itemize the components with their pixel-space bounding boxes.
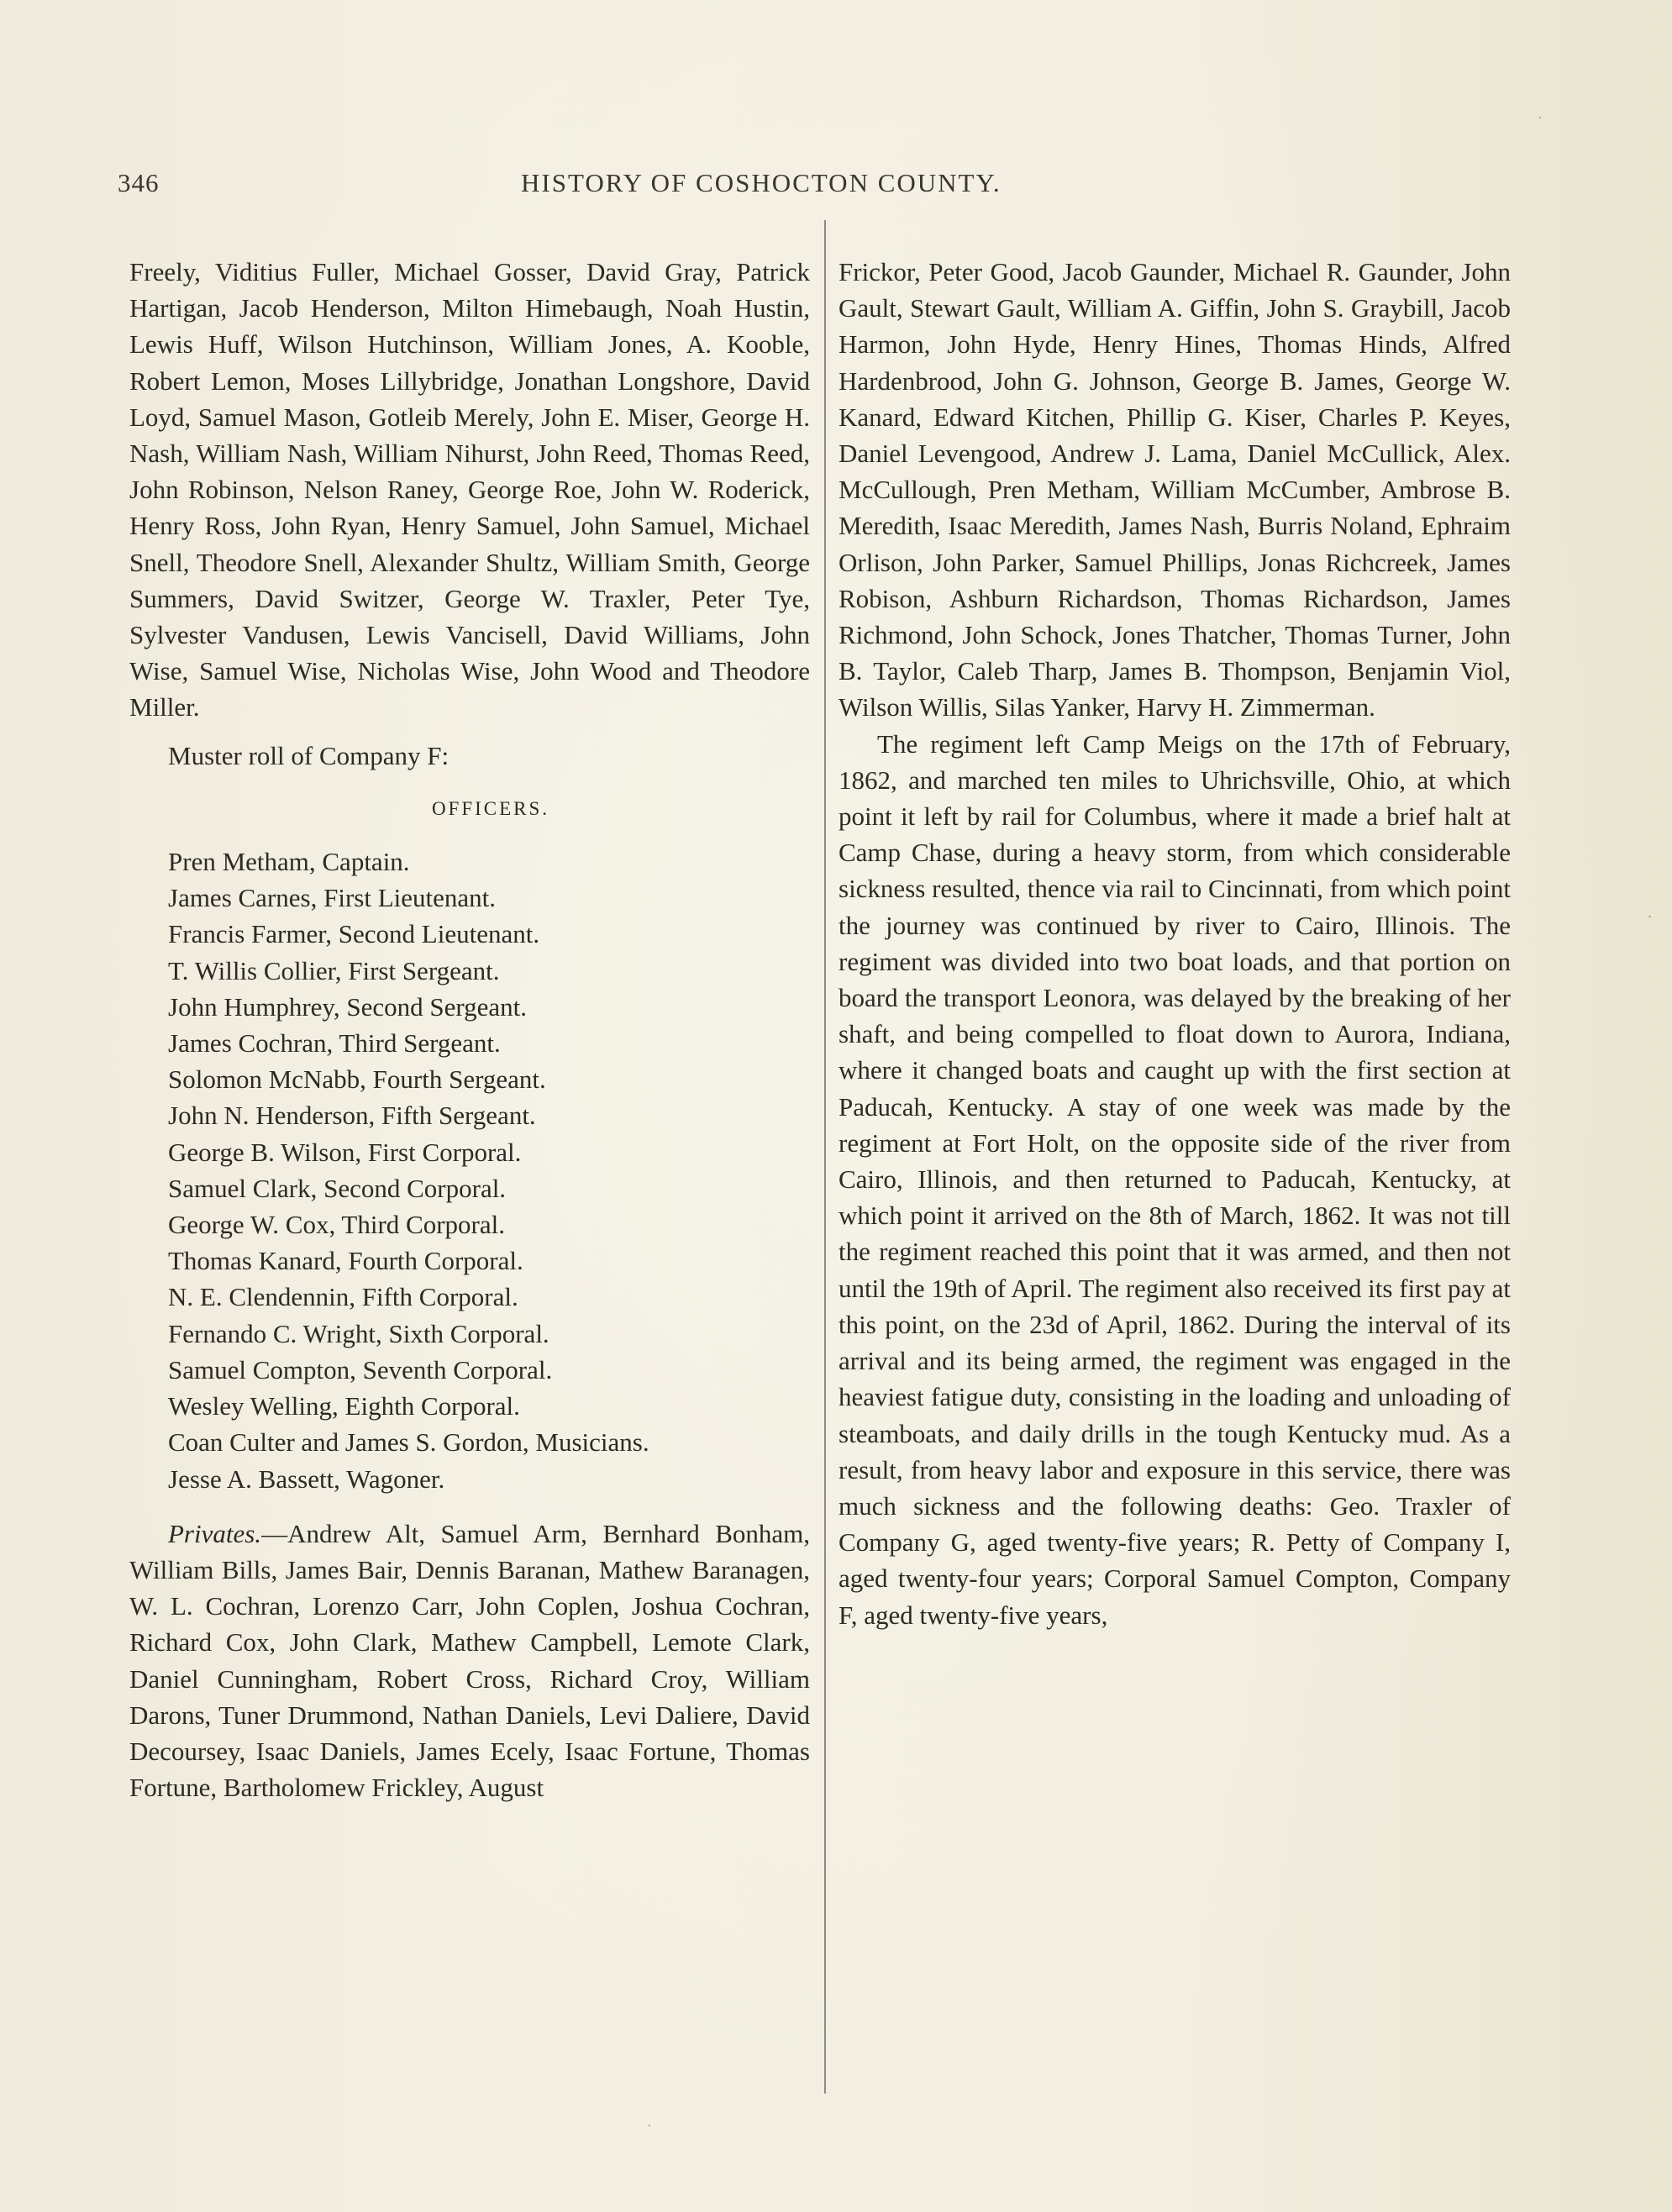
officer-entry: Coan Culter and James S. Gordon, Musicians. (168, 1427, 649, 1458)
paper-speck-mark: · (1647, 907, 1653, 928)
officer-entry: Francis Farmer, Second Lieutenant. (168, 919, 540, 949)
officer-entry: George W. Cox, Third Corporal. (168, 1210, 505, 1240)
officers-heading: OFFICERS. (431, 797, 550, 819)
privates-paragraph (129, 1516, 810, 1806)
continued-name-list: Frickor, Peter Good, Jacob Gaunder, Michael R. Gaunder, John Gault, Stewart Gault, William A. Giffin, John S. Graybill, Jacob Harmon, John Hyde, Henry Hines, Thomas Hinds, Alfred Hardenbrood, John G. Johnson, George B. James, George W. Kanard, Edward Kitchen, Phillip G. Kiser, Charles P. Keyes, Daniel Levengood, Andrew J. Lama, Daniel McCullick, Alex. McCullough, Pren Metham, William McCumber, Ambrose B. Meredith, Isaac Meredith, James Nash, Burris Noland, Ephraim Orlison, John Parker, Samuel Phillips, Jonas Richcreek, James Robison, Ashburn Richardson, Thomas Richardson, James Richmond, John Schock, Jones Thatcher, Thomas Turner, John B. Taylor, Caleb Tharp, James B. Thompson, Benjamin Viol, Wilson Willis, Silas Yanker, Harvy H. Zimmerman. (839, 257, 1511, 722)
officer-entry: Thomas Kanard, Fourth Corporal. (168, 1246, 523, 1276)
officer-entry: Wesley Welling, Eighth Corporal. (168, 1391, 520, 1421)
officer-entry: Jesse A. Bassett, Wagoner. (168, 1463, 445, 1494)
officer-entry: John Humphrey, Second Sergeant. (168, 991, 528, 1022)
officer-list (129, 843, 810, 1497)
officer-entry: T. Willis Collier, First Sergeant. (168, 955, 500, 985)
privates-list: —Andrew Alt, Samuel Arm, Bernhard Bonham, William Bills, James Bair, Dennis Baranan, Mathew Baranagen, W. L. Cochran, Lorenzo Carr, John Coplen, Joshua Cochran, Richard Cox, John Clark, Mathew Campbell, Lemote Clark, Daniel Cunningham, Robert Cross, Richard Croy, William Darons, Tuner Drummond, Nathan Daniels, Levi Daliere, David Decoursey, Isaac Daniels, James Ecely, Isaac Fortune, Thomas Fortune, Bartholomew Frickley, August (129, 1518, 810, 1803)
regiment-narrative: The regiment left Camp Meigs on the 17th of February, 1862, and marched ten miles to Uhrichsville, Ohio, at which point it left by rail for Columbus, where it made a brief halt at Camp Chase, during a heavy storm, from which considerable sickness resulted, thence via rail to Cincinnati, from which point the journey was continued by river to Cairo, Illinois. The regiment was divided into two boat loads, and that portion on board the transport Leonora, was delayed by the breaking of her shaft, and being compelled to float down to Aurora, Indiana, where it changed boats and caught up with the first section at Paducah, Kentucky. A stay of one week was made by the regiment at Fort Holt, on the opposite side of the river from Cairo, Illinois, and then returned to Paducah, Kentucky, at which point it arrived on the 8th of March, 1862. It was not till the regiment reached this point that it was armed, and then not until the 19th of April. The regiment also received its first pay at this point, on the 23d of April, 1862. During the interval of its arrival and its being armed, the regiment was engaged in the heaviest fatigue duty, consisting in the loading and unloading of steamboats, and daily drills in the tough Kentucky mud. As a result, from heavy labor and exposure in this service, there was much sickness and the following deaths: Geo. Traxler of Company G, aged twenty-five years; R. Petty of Company I, aged twenty-four years; Corporal Samuel Compton, Company F, aged twenty-five years, (839, 728, 1511, 1630)
officer-entry: John N. Henderson, Fifth Sergeant. (168, 1101, 536, 1131)
page-header (118, 168, 1529, 202)
column-divider (824, 220, 826, 2094)
running-head: HISTORY OF COSHOCTON COUNTY. (521, 168, 1002, 197)
privates-label: Privates. (168, 1518, 262, 1548)
officer-entry: Pren Metham, Captain. (168, 847, 410, 877)
officer-entry: George B. Wilson, First Corporal. (168, 1137, 522, 1167)
opening-name-list: Freely, Viditius Fuller, Michael Gosser, David Gray, Patrick Hartigan, Jacob Henderson, Milton Himebaugh, Noah Hustin, Lewis Huff, Wilson Hutchinson, William Jones, A. Kooble, Robert Lemon, Moses Lillybridge, Jonathan Longshore, David Loyd, Samuel Mason, Gotleib Merely, John E. Miser, George H. Nash, William Nash, William Nihurst, John Reed, Thomas Reed, John Robinson, Nelson Raney, George Roe, John W. Roderick, Henry Ross, John Ryan, Henry Samuel, John Samuel, Michael Snell, Theodore Snell, Alexander Shultz, William Smith, George Summers, David Switzer, George W. Traxler, Peter Tye, Sylvester Vandusen, Lewis Vancisell, David Williams, John Wise, Samuel Wise, Nicholas Wise, John Wood and Theodore Miller. (129, 257, 810, 722)
paper-speck-mark: · (1538, 109, 1543, 127)
officer-entry: James Cochran, Third Sergeant. (168, 1028, 501, 1059)
paper-speck-mark: · (647, 2117, 652, 2135)
muster-roll-heading: Muster roll of Company F: (168, 740, 450, 770)
officer-entry: N. E. Clendennin, Fifth Corporal. (168, 1282, 518, 1312)
officer-entry: Fernando C. Wright, Sixth Corporal. (168, 1318, 549, 1348)
officer-entry: Samuel Clark, Second Corporal. (168, 1173, 507, 1203)
officer-entry: Samuel Compton, Seventh Corporal. (168, 1354, 553, 1384)
officer-entry: James Carnes, First Lieutenant. (168, 883, 496, 913)
page-number: 346 (118, 168, 160, 197)
left-column (129, 254, 810, 1805)
officer-entry: Solomon McNabb, Fourth Sergeant. (168, 1064, 546, 1095)
right-column (839, 254, 1511, 1633)
